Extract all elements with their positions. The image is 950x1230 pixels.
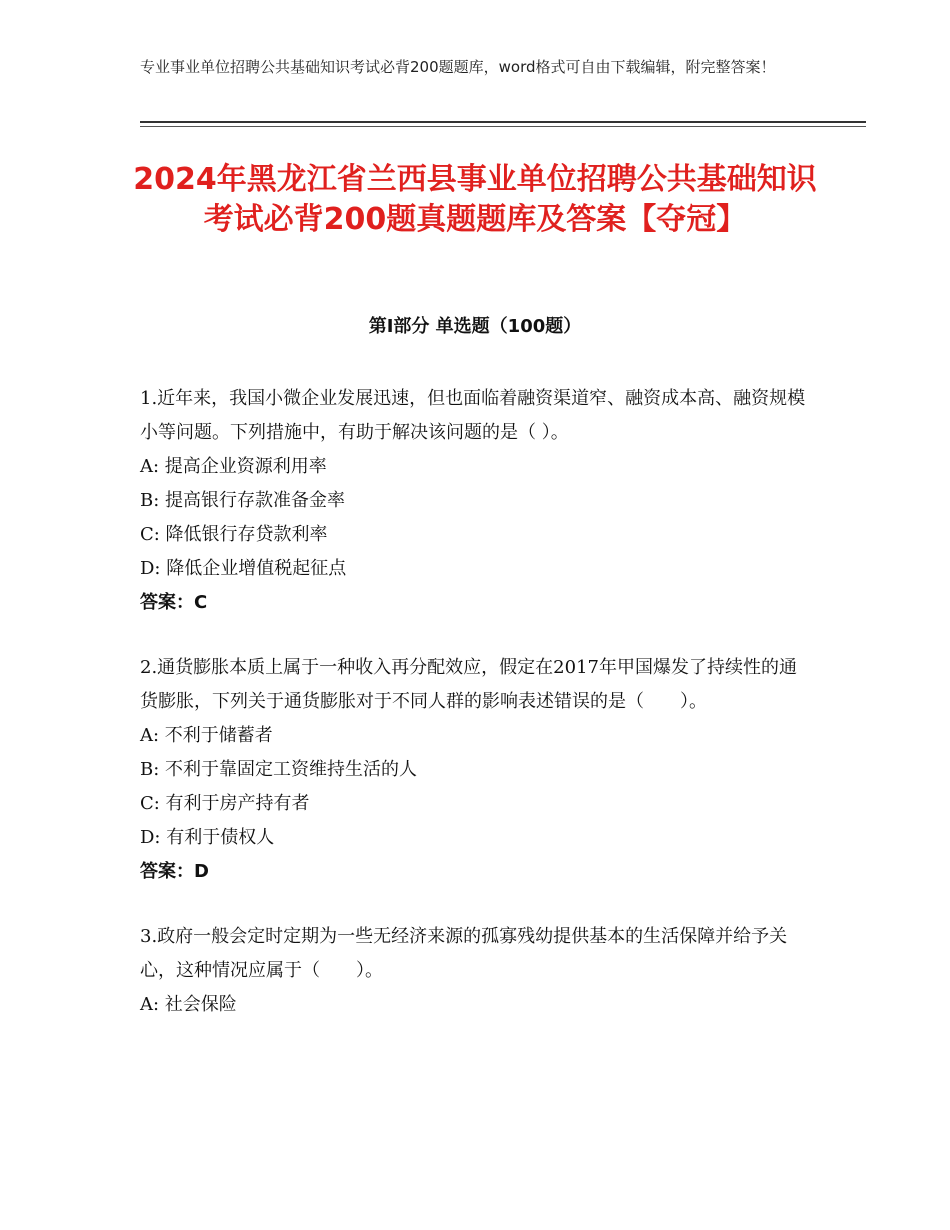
header-divider-thick: [140, 121, 866, 123]
question-1: [140, 382, 810, 620]
option-a: A: 社会保险: [140, 994, 237, 1015]
option-c: C: 有利于房产持有者: [140, 793, 310, 814]
section-title: 第Ⅰ部分 单选题（100题）: [368, 316, 582, 337]
option-b: B: 不利于靠固定工资维持生活的人: [140, 759, 418, 780]
question-3: [140, 920, 810, 1022]
option-a: A: 提高企业资源利用率: [140, 456, 327, 477]
header-divider-thin: [140, 126, 866, 127]
question-answer: 答案：C: [140, 592, 208, 613]
question-answer: 答案：D: [140, 861, 209, 882]
question-stem: 2.通货膨胀本质上属于一种收入再分配效应，假定在2017年甲国爆发了持续性的通货膨胀，下列关于通货膨胀对于不同人群的影响表述错误的是（ ）。: [140, 657, 797, 712]
option-c: C: 降低银行存贷款利率: [140, 524, 328, 545]
option-d: D: 降低企业增值税起征点: [140, 558, 347, 579]
question-2: [140, 651, 810, 889]
header-note: 专业事业单位招聘公共基础知识考试必背200题题库，word格式可自由下载编辑，附完整答案！: [140, 58, 776, 76]
question-stem: 3.政府一般会定时定期为一些无经济来源的孤寡残幼提供基本的生活保障并给予关心，这种情况应属于（ ）。: [140, 926, 788, 981]
question-stem: 1.近年来，我国小微企业发展迅速，但也面临着融资渠道窄、融资成本高、融资规模小等问题。下列措施中，有助于解决该问题的是（ ）。: [140, 388, 806, 443]
option-d: D: 有利于债权人: [140, 827, 275, 848]
question-list: [140, 382, 810, 1053]
option-b: B: 提高银行存款准备金率: [140, 490, 346, 511]
option-a: A: 不利于储蓄者: [140, 725, 273, 746]
document-title: 2024年黑龙江省兰西县事业单位招聘公共基础知识考试必背200题真题题库及答案【夺冠】: [133, 162, 817, 237]
